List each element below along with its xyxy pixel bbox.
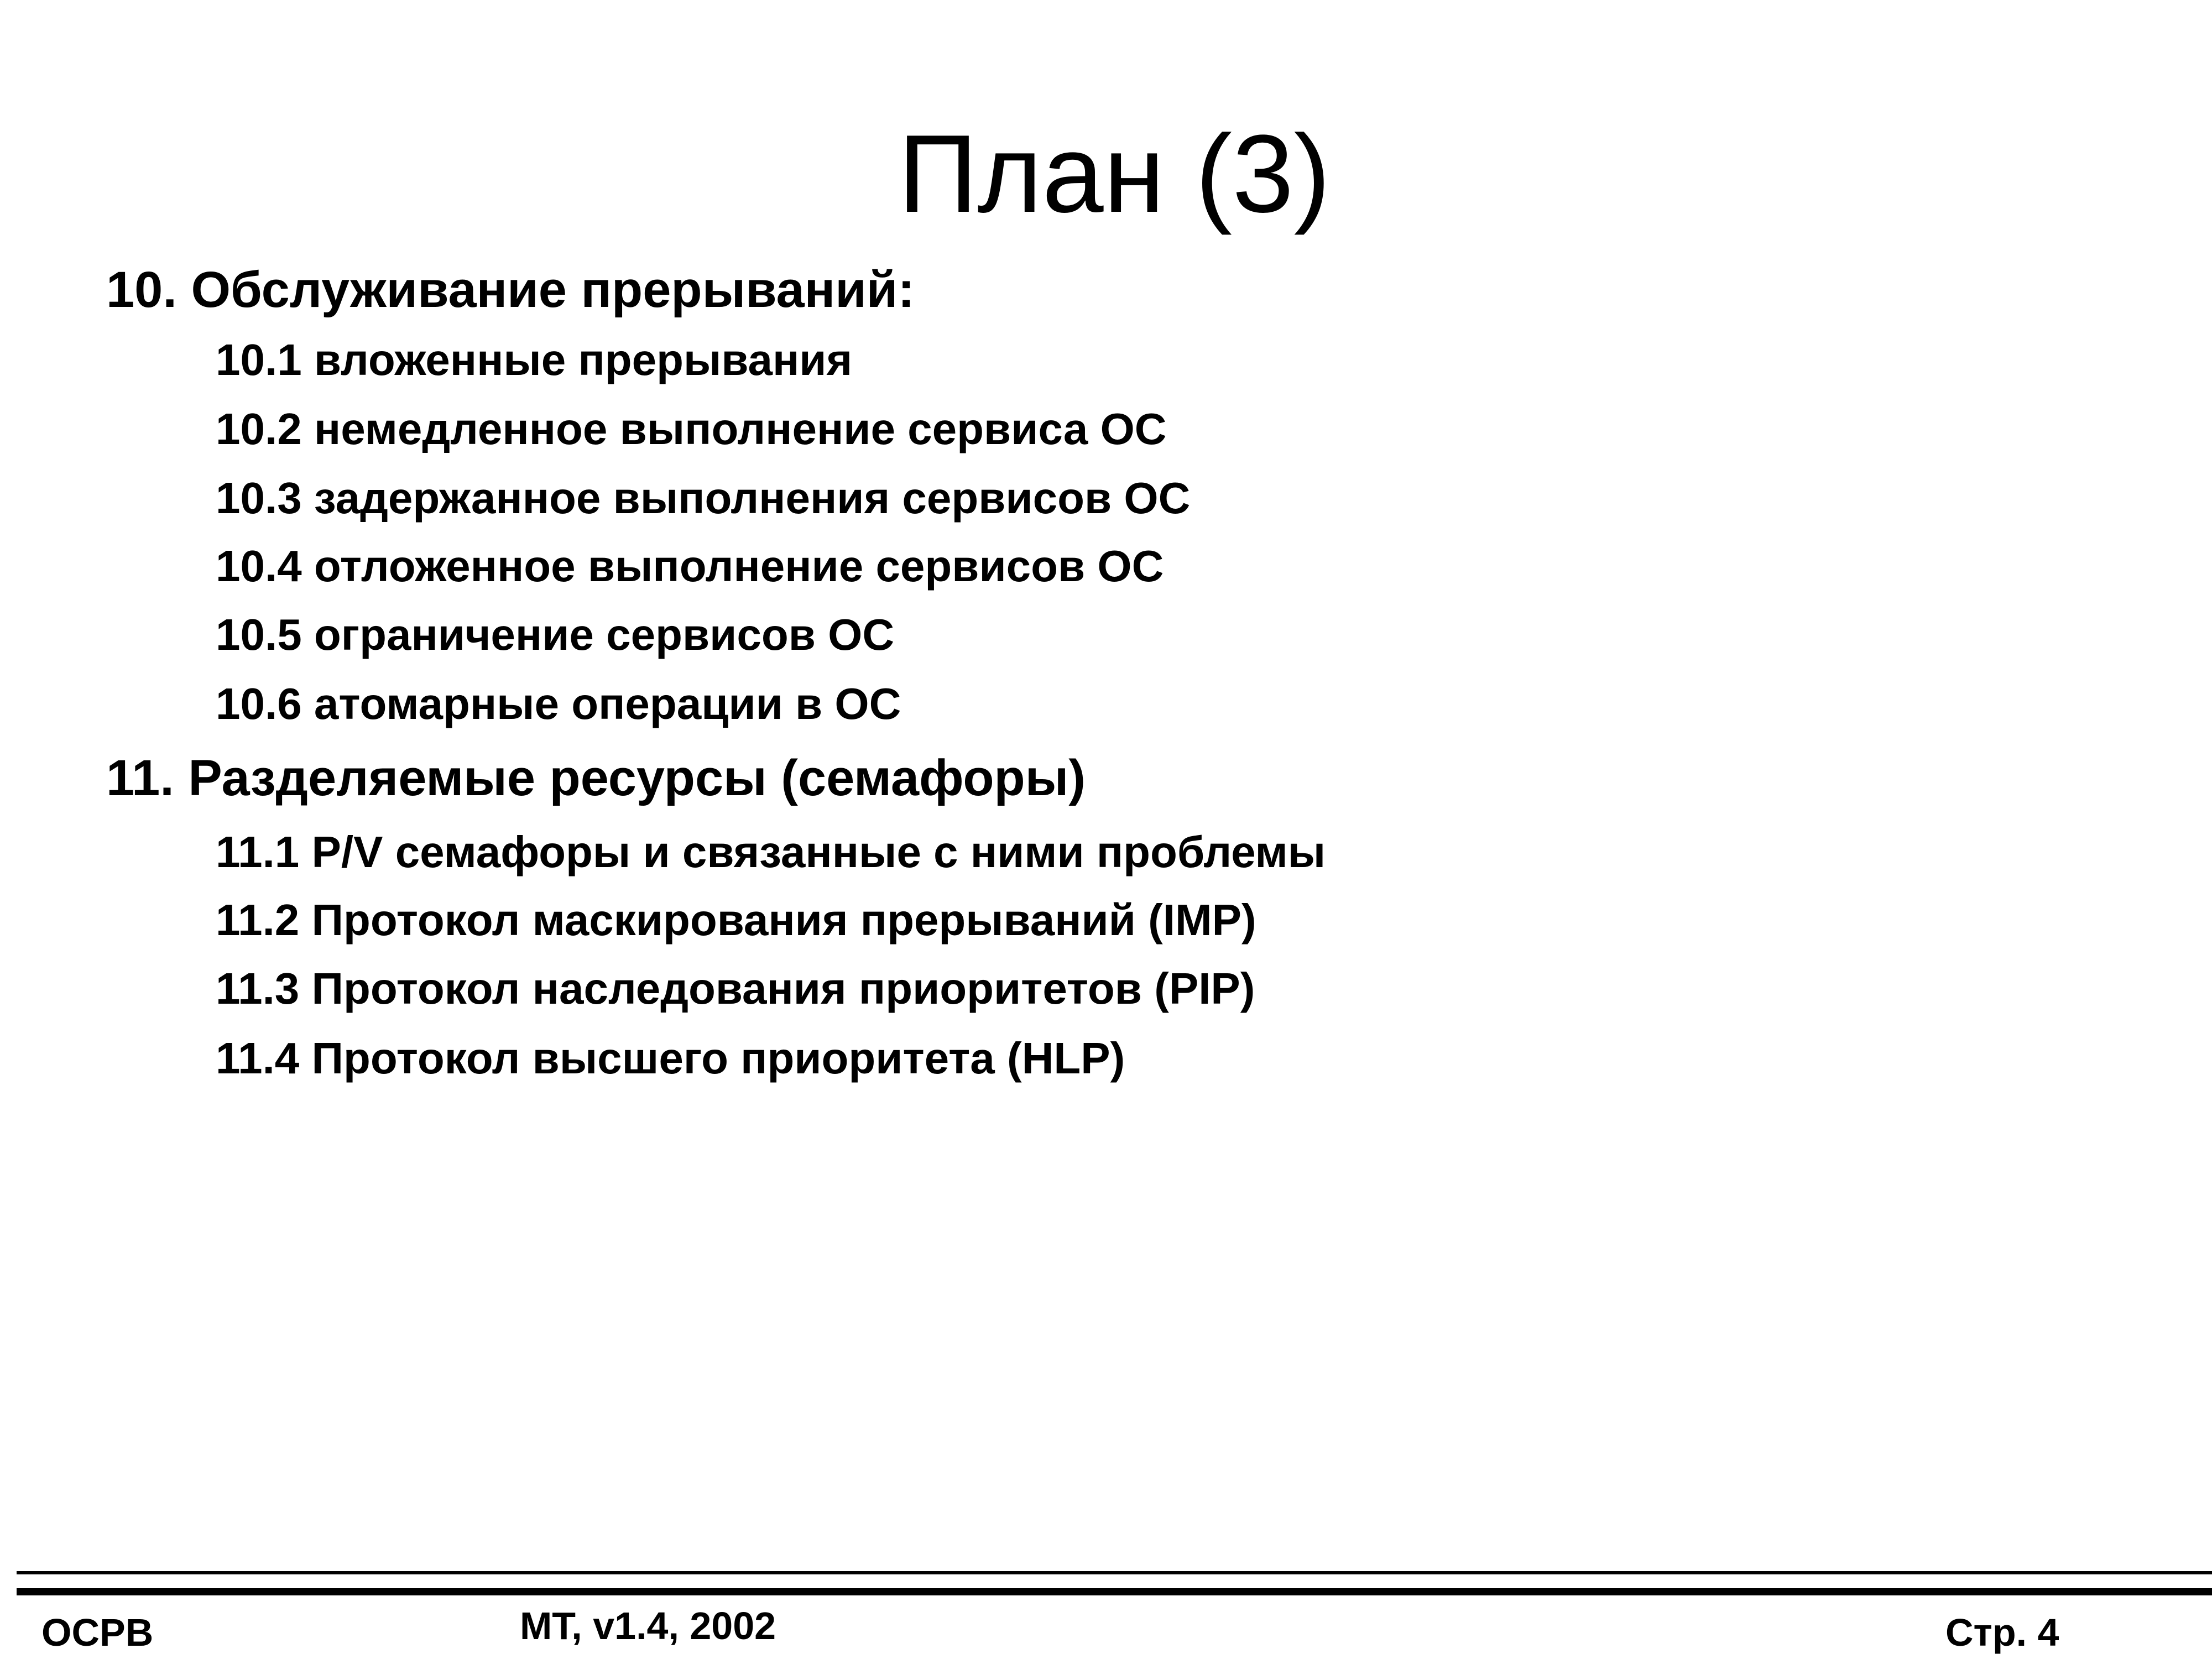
outline-item: 10. Обслуживание прерываний: [106, 262, 915, 318]
outline-subitem: 10.2 немедленное выполнение сервиса ОС [216, 404, 1167, 453]
footer-page-number: Стр. 4 [1945, 1611, 2059, 1654]
outline-subitem: 10.4 отложенное выполнение сервисов ОС [216, 541, 1164, 591]
outline-subitem: 11.3 Протокол наследования приоритетов (PIP) [216, 964, 1255, 1013]
footer-divider-thin [17, 1571, 2212, 1574]
footer-course-label: ОСРВ [41, 1611, 154, 1654]
outline-subitem: 10.5 ограничение сервисов ОС [216, 610, 895, 659]
footer-divider-thick [17, 1588, 2212, 1595]
outline-subitem: 11.1 P/V семафоры и связанные с ними проблемы [216, 827, 1326, 877]
outline-subitem: 10.3 задержанное выполнения сервисов ОС [216, 473, 1191, 523]
footer-version-label: MT, v1.4, 2002 [520, 1604, 776, 1647]
outline-subitem: 11.4 Протокол высшего приоритета (HLP) [216, 1034, 1125, 1083]
outline-subitem: 11.2 Протокол маскирования прерываний (IMP) [216, 895, 1256, 945]
outline-subitem: 10.6 атомарные операции в ОС [216, 679, 901, 728]
outline-item: 11. Разделяемые ресурсы (семафоры) [106, 750, 1086, 806]
outline-subitem: 10.1 вложенные прерывания [216, 335, 853, 384]
slide-title: План (3) [898, 112, 1331, 236]
